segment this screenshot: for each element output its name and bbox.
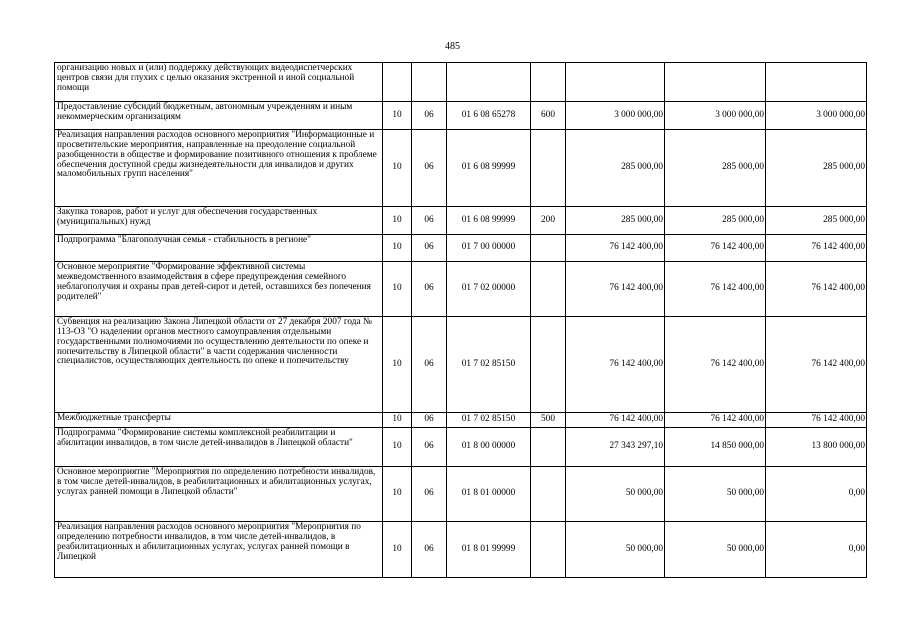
section-cell: 10: [383, 207, 412, 235]
expense-type-cell: [531, 235, 566, 262]
target-article-cell: 01 8 01 00000: [447, 467, 531, 522]
amount-year-1-cell: 76 142 400,00: [566, 262, 665, 317]
amount-year-3-cell: 0,00: [766, 522, 867, 578]
table-body: [55, 63, 867, 578]
target-article-cell: [447, 63, 531, 102]
expense-type-cell: [531, 130, 566, 207]
section-cell: 10: [383, 428, 412, 467]
target-article-cell: 01 7 00 00000: [447, 235, 531, 262]
table-row: [55, 467, 867, 522]
amount-year-2-cell: 285 000,00: [665, 207, 766, 235]
target-article-cell: 01 8 01 99999: [447, 522, 531, 578]
row-name-cell: Основное мероприятие "Мероприятия по определению потребности инвалидов, в том числе детей-инвалидов, в реабилитационных и абилитационных услугах, услугах ранней помощи в Липецкой области": [55, 467, 383, 522]
amount-year-3-cell: 285 000,00: [766, 130, 867, 207]
amount-year-2-cell: 285 000,00: [665, 130, 766, 207]
subsection-cell: 06: [412, 428, 447, 467]
section-cell: 10: [383, 317, 412, 413]
target-article-cell: 01 6 08 65278: [447, 102, 531, 130]
row-name-cell: Закупка товаров, работ и услуг для обеспечения государственных (муниципальных) нужд: [55, 207, 383, 235]
amount-year-2-cell: 50 000,00: [665, 467, 766, 522]
amount-year-3-cell: 13 800 000,00: [766, 428, 867, 467]
expense-type-cell: 200: [531, 207, 566, 235]
row-name-cell: Реализация направления расходов основного мероприятия "Информационные и просветительские мероприятия, направленные на преодоление социальной разобщенности в обществе и формирование позитивного отношения к проблеме обеспечения доступной среды жизнедеятельности для инвалидов и других маломобильных групп населения": [55, 130, 383, 207]
amount-year-3-cell: 285 000,00: [766, 207, 867, 235]
amount-year-3-cell: [766, 63, 867, 102]
target-article-cell: 01 6 08 99999: [447, 207, 531, 235]
amount-year-3-cell: 76 142 400,00: [766, 413, 867, 428]
table-row: [55, 235, 867, 262]
table-row: [55, 317, 867, 413]
amount-year-3-cell: 76 142 400,00: [766, 262, 867, 317]
subsection-cell: 06: [412, 317, 447, 413]
subsection-cell: [412, 63, 447, 102]
amount-year-1-cell: 27 343 297,10: [566, 428, 665, 467]
target-article-cell: 01 7 02 85150: [447, 413, 531, 428]
amount-year-1-cell: 76 142 400,00: [566, 413, 665, 428]
expense-type-cell: [531, 317, 566, 413]
target-article-cell: 01 8 00 00000: [447, 428, 531, 467]
amount-year-2-cell: 14 850 000,00: [665, 428, 766, 467]
amount-year-3-cell: 76 142 400,00: [766, 317, 867, 413]
expense-type-cell: [531, 522, 566, 578]
section-cell: 10: [383, 130, 412, 207]
subsection-cell: 06: [412, 413, 447, 428]
amount-year-1-cell: 76 142 400,00: [566, 317, 665, 413]
amount-year-1-cell: 76 142 400,00: [566, 235, 665, 262]
amount-year-1-cell: 50 000,00: [566, 467, 665, 522]
section-cell: 10: [383, 413, 412, 428]
amount-year-1-cell: 3 000 000,00: [566, 102, 665, 130]
subsection-cell: 06: [412, 130, 447, 207]
table-row: [55, 102, 867, 130]
row-name-cell: Предоставление субсидий бюджетным, автономным учреждениям и иным некоммерческим организациям: [55, 102, 383, 130]
row-name-cell: Реализация направления расходов основного мероприятия "Мероприятия по определению потребности инвалидов, в том числе детей-инвалидов, в реабилитационных и абилитационных услугах, услугах ранней помощи в Липецкой: [55, 522, 383, 578]
amount-year-3-cell: 3 000 000,00: [766, 102, 867, 130]
amount-year-3-cell: 76 142 400,00: [766, 235, 867, 262]
amount-year-1-cell: 285 000,00: [566, 130, 665, 207]
table-row: [55, 207, 867, 235]
expense-type-cell: 500: [531, 413, 566, 428]
amount-year-1-cell: 285 000,00: [566, 207, 665, 235]
section-cell: [383, 63, 412, 102]
table-row: [55, 413, 867, 428]
budget-table: [54, 62, 867, 578]
subsection-cell: 06: [412, 522, 447, 578]
table-row: [55, 63, 867, 102]
row-name-cell: организацию новых и (или) поддержку действующих видеодиспетчерских центров связи для глухих с целью оказания экстренной и иной социальной помощи: [55, 63, 383, 102]
table-row: [55, 428, 867, 467]
row-name-cell: Подпрограмма "Благополучная семья - стабильность в регионе": [55, 235, 383, 262]
target-article-cell: 01 7 02 00000: [447, 262, 531, 317]
amount-year-2-cell: 76 142 400,00: [665, 413, 766, 428]
table-row: [55, 130, 867, 207]
expense-type-cell: [531, 428, 566, 467]
section-cell: 10: [383, 262, 412, 317]
amount-year-2-cell: 50 000,00: [665, 522, 766, 578]
amount-year-2-cell: [665, 63, 766, 102]
row-name-cell: Межбюджетные трансферты: [55, 413, 383, 428]
amount-year-2-cell: 3 000 000,00: [665, 102, 766, 130]
row-name-cell: Субвенция на реализацию Закона Липецкой области от 27 декабря 2007 года № 113-ОЗ "О наделении органов местного самоуправления отдельными государственными полномочиями по осуществлению деятельности по опеке и попечительству в Липецкой области" в части содержания численности специалистов, осуществляющих деятельность по опеке и попечительству: [55, 317, 383, 413]
subsection-cell: 06: [412, 207, 447, 235]
table-row: [55, 522, 867, 578]
section-cell: 10: [383, 235, 412, 262]
section-cell: 10: [383, 467, 412, 522]
subsection-cell: 06: [412, 467, 447, 522]
target-article-cell: 01 7 02 85150: [447, 317, 531, 413]
page-number: 485: [445, 41, 460, 52]
target-article-cell: 01 6 08 99999: [447, 130, 531, 207]
amount-year-3-cell: 0,00: [766, 467, 867, 522]
expense-type-cell: [531, 63, 566, 102]
row-name-cell: Основное мероприятие "Формирование эффективной системы межведомственного взаимодействия в сфере предупреждения семейного неблагополучия и охраны прав детей-сирот и детей, оставшихся без попечения родителей": [55, 262, 383, 317]
amount-year-1-cell: 50 000,00: [566, 522, 665, 578]
table-row: [55, 262, 867, 317]
expense-type-cell: [531, 467, 566, 522]
section-cell: 10: [383, 102, 412, 130]
subsection-cell: 06: [412, 235, 447, 262]
amount-year-1-cell: [566, 63, 665, 102]
expense-type-cell: [531, 262, 566, 317]
section-cell: 10: [383, 522, 412, 578]
row-name-cell: Подпрограмма "Формирование системы комплексной реабилитации и абилитации инвалидов, в том числе детей-инвалидов в Липецкой области": [55, 428, 383, 467]
subsection-cell: 06: [412, 102, 447, 130]
subsection-cell: 06: [412, 262, 447, 317]
amount-year-2-cell: 76 142 400,00: [665, 235, 766, 262]
amount-year-2-cell: 76 142 400,00: [665, 262, 766, 317]
expense-type-cell: 600: [531, 102, 566, 130]
amount-year-2-cell: 76 142 400,00: [665, 317, 766, 413]
